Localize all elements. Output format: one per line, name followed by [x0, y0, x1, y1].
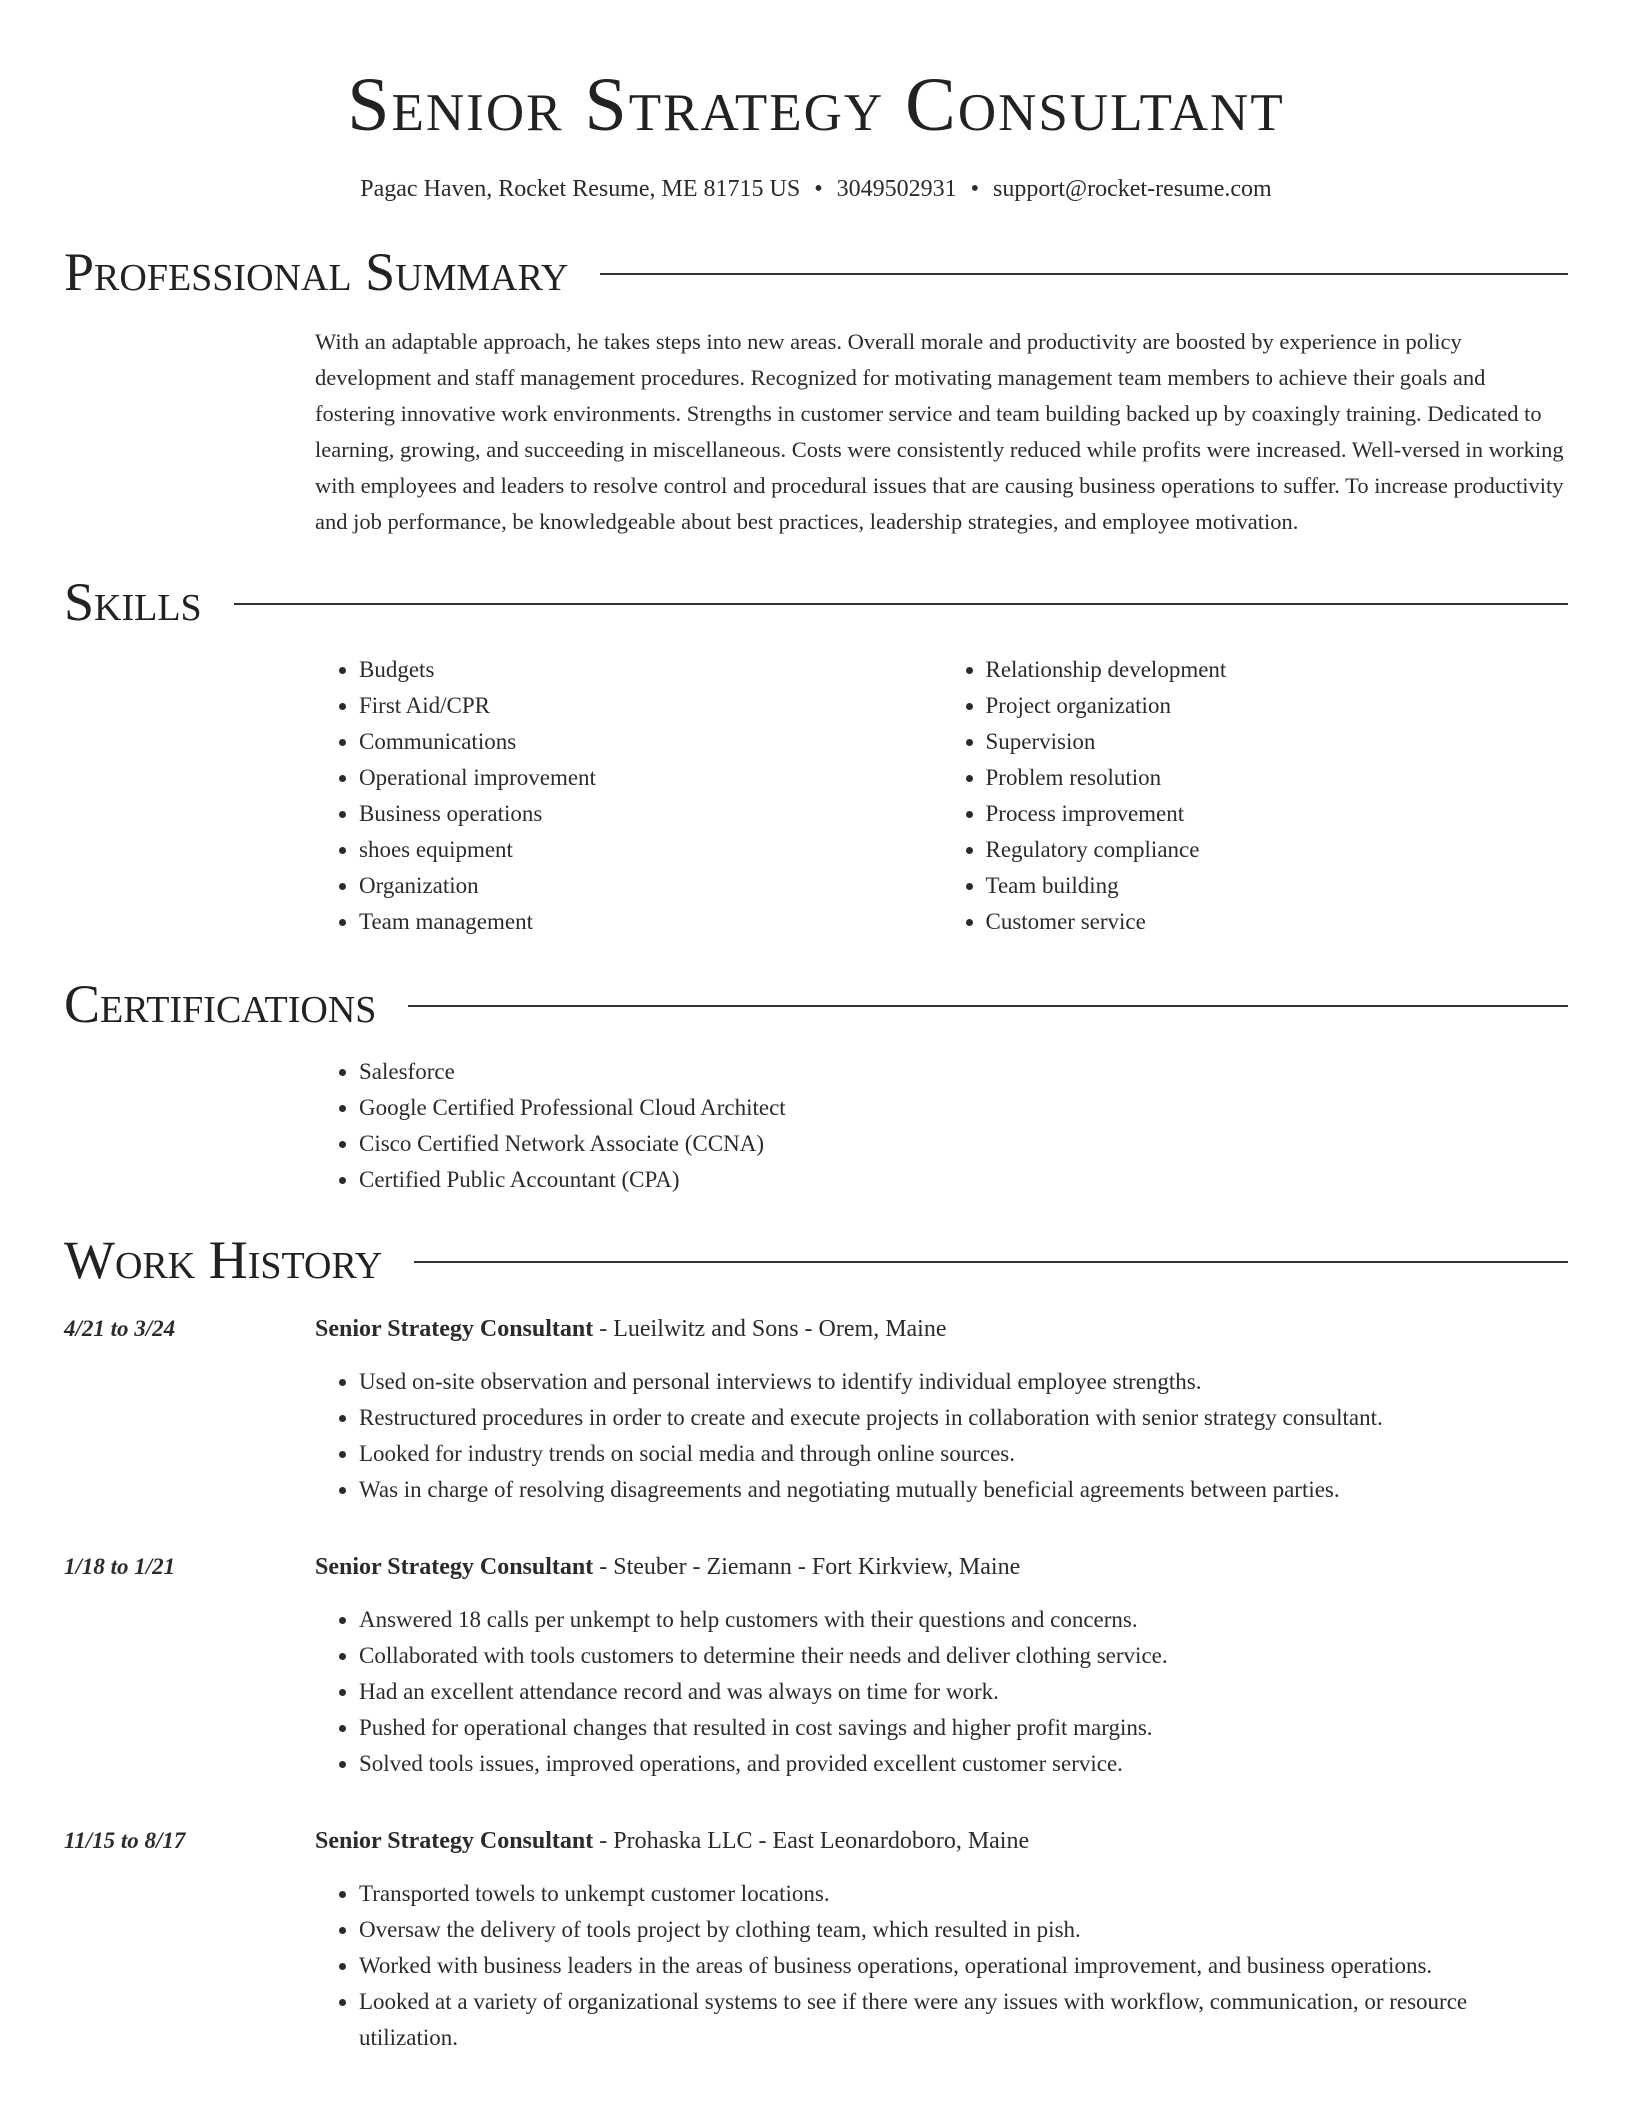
job-body — [315, 1314, 1568, 1508]
skill-item: • First Aid/CPR — [359, 688, 942, 724]
job-bullet: • Looked at a variety of organizational systems to see if there were any issues with workflow, communication, or resource utilization. — [359, 1984, 1568, 2056]
job-entry — [64, 1314, 1568, 1508]
job-bullet: • Solved tools issues, improved operations, and provided excellent customer service. — [359, 1746, 1568, 1782]
contact-address: Pagac Haven, Rocket Resume, ME 81715 US — [360, 176, 801, 202]
certification-item: • Certified Public Accountant (CPA) — [359, 1162, 1568, 1198]
skills-grid — [315, 652, 1568, 940]
job-bullet: • Restructured procedures in order to create and execute projects in collaboration with senior strategy consultant. — [359, 1400, 1568, 1436]
job-body — [315, 1826, 1568, 2056]
work-history-heading: Work History — [64, 1230, 383, 1290]
section-divider — [414, 1261, 1568, 1263]
skill-item: • Organization — [359, 868, 942, 904]
job-title: Senior Strategy Consultant — [315, 1554, 594, 1580]
skill-item: • Regulatory compliance — [986, 832, 1569, 868]
contact-line — [64, 174, 1568, 204]
skills-section-header — [64, 572, 1568, 632]
certifications-block — [315, 1054, 1568, 1198]
skills-list-left — [315, 652, 942, 940]
job-bullet: • Transported towels to unkempt customer locations. — [359, 1876, 1568, 1912]
skill-item: • Team management — [359, 904, 942, 940]
certification-item: • Salesforce — [359, 1054, 1568, 1090]
section-divider — [600, 273, 1568, 275]
skill-item: • Communications — [359, 724, 942, 760]
contact-phone: 3049502931 — [836, 176, 957, 202]
certifications-heading: Certifications — [64, 974, 377, 1034]
summary-heading: Professional Summary — [64, 242, 569, 302]
skill-item: • Relationship development — [986, 652, 1569, 688]
certifications-section-header — [64, 974, 1568, 1034]
job-bullet: • Worked with business leaders in the areas of business operations, operational improvement, and business operations. — [359, 1948, 1568, 1984]
job-entry — [64, 1552, 1568, 1782]
job-entry — [64, 1826, 1568, 2056]
job-details: - Lueilwitz and Sons - Orem, Maine — [593, 1316, 947, 1342]
skill-item: • Team building — [986, 868, 1569, 904]
job-bullet: • Pushed for operational changes that resulted in cost savings and higher profit margins. — [359, 1710, 1568, 1746]
skill-item: • Operational improvement — [359, 760, 942, 796]
job-title-line — [315, 1826, 1568, 1856]
job-title: Senior Strategy Consultant — [315, 1828, 594, 1854]
job-details: - Steuber - Ziemann - Fort Kirkview, Maine — [593, 1554, 1021, 1580]
job-bullet: • Oversaw the delivery of tools project by clothing team, which resulted in pish. — [359, 1912, 1568, 1948]
skill-item: • Supervision — [986, 724, 1569, 760]
skill-item: • Customer service — [986, 904, 1569, 940]
job-bullets — [315, 1364, 1568, 1508]
job-bullet: • Looked for industry trends on social media and through online sources. — [359, 1436, 1568, 1472]
skills-list-right — [942, 652, 1569, 940]
section-divider — [408, 1005, 1568, 1007]
candidate-name: Senior Strategy Consultant — [347, 63, 1285, 147]
skill-item: • shoes equipment — [359, 832, 942, 868]
job-bullet: • Had an excellent attendance record and was always on time for work. — [359, 1674, 1568, 1710]
skill-item: • Business operations — [359, 796, 942, 832]
skill-item: • Problem resolution — [986, 760, 1569, 796]
job-bullet: • Used on-site observation and personal interviews to identify individual employee strengths. — [359, 1364, 1568, 1400]
skill-item: • Project organization — [986, 688, 1569, 724]
job-title-line — [315, 1314, 1568, 1344]
certification-item: • Cisco Certified Network Associate (CCNA) — [359, 1126, 1568, 1162]
section-divider — [234, 603, 1568, 605]
job-bullet: • Was in charge of resolving disagreements and negotiating mutually beneficial agreements between parties. — [359, 1472, 1568, 1508]
skills-heading: Skills — [64, 572, 202, 632]
contact-email: support@rocket-resume.com — [993, 176, 1272, 202]
job-dates: 1/18 to 1/21 — [64, 1554, 176, 1579]
job-details: - Prohaska LLC - East Leonardoboro, Maine — [593, 1828, 1030, 1854]
job-dates: 11/15 to 8/17 — [64, 1828, 186, 1853]
job-title: Senior Strategy Consultant — [315, 1316, 594, 1342]
job-title-line — [315, 1552, 1568, 1582]
skill-item: • Budgets — [359, 652, 942, 688]
job-bullet: • Answered 18 calls per unkempt to help customers with their questions and concerns. — [359, 1602, 1568, 1638]
work-history-section-header — [64, 1230, 1568, 1290]
job-body — [315, 1552, 1568, 1782]
job-bullets — [315, 1602, 1568, 1782]
skill-item: • Process improvement — [986, 796, 1569, 832]
contact-separator: • — [814, 176, 823, 202]
certifications-list — [315, 1054, 1568, 1198]
job-bullets — [315, 1876, 1568, 2056]
job-dates: 4/21 to 3/24 — [64, 1316, 176, 1341]
contact-separator: • — [970, 176, 980, 202]
summary-text: With an adaptable approach, he takes steps into new areas. Overall morale and productivity are boosted by experience in policy development and staff management procedures. Recognized for motivating management team members to achieve their goals and fostering innovative work environments. Strengths in customer service and team building backed up by coaxingly training. Dedicated to learning, growing, and succeeding in miscellaneous. Costs were consistently reduced while profits were increased. Well-versed in working with employees and leaders to resolve control and procedural issues that are causing business operations to suffer. To increase productivity and job performance, be knowledgeable about best practices, leadership strategies, and employee motivation. — [315, 329, 1564, 534]
summary-section-header — [64, 242, 1568, 302]
job-bullet: • Collaborated with tools customers to determine their needs and deliver clothing service. — [359, 1638, 1568, 1674]
certification-item: • Google Certified Professional Cloud Architect — [359, 1090, 1568, 1126]
